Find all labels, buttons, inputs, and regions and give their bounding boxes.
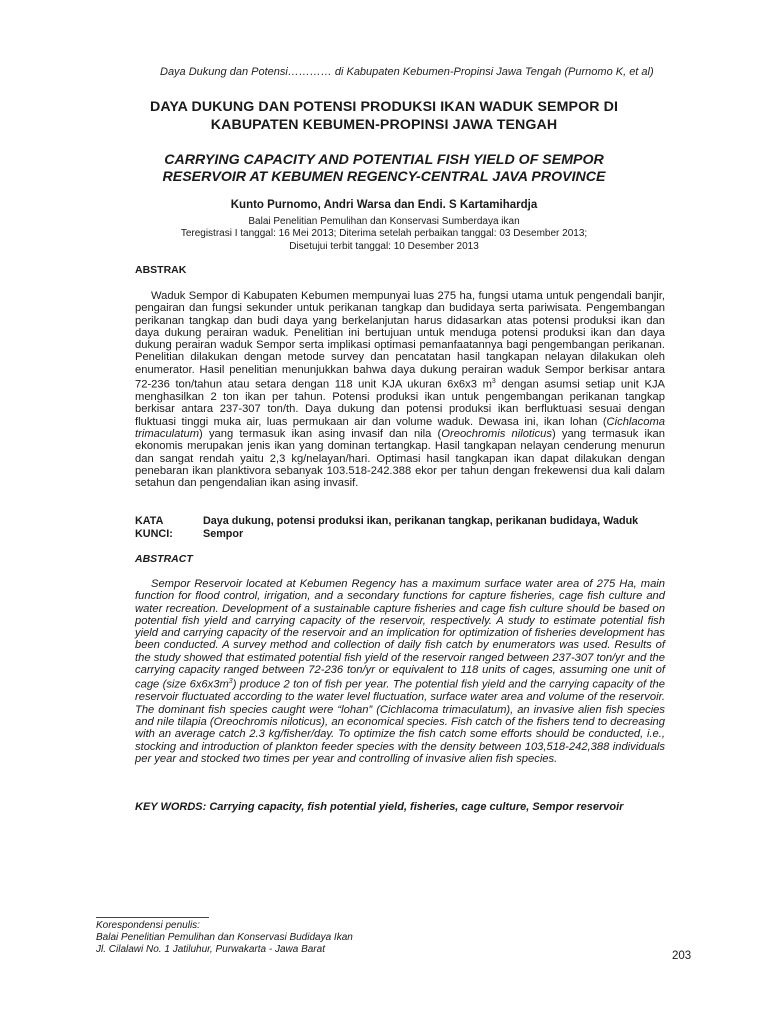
running-head: Daya Dukung dan Potensi………… di Kabupaten Kebumen-Propinsi Jawa Tengah (Purnomo K, et al) (160, 66, 654, 78)
abstrak-heading: ABSTRAK (135, 264, 187, 276)
submission-dates (100, 228, 668, 253)
correspondence-footnote (96, 920, 496, 956)
footnote-divider (96, 917, 209, 918)
title-english-line: RESERVOIR AT KEBUMEN REGENCY-CENTRAL JAVA PROVINCE (162, 169, 606, 185)
abstrak-text: ) yang termasuk ikan ekonomis merupakan jenis ikan yang dominan tertangkap. Hasil tangkapan nelayan cenderung menurun dan sangat rendah yaitu 2,3 kg/nelayan/hari. Optimasi hasil tangkapan ikan dapat dilakukan dengan penebaran ikan planktivora sebanyak 103.518-242.388 ekor per tahun dengan frekewensi dua kali dalam setahun dan pengendalian ikan asing invasif. (135, 428, 665, 490)
kata-kunci (135, 515, 675, 541)
abstrak-body (135, 290, 665, 489)
title-indonesian-line: DAYA DUKUNG DAN POTENSI PRODUKSI IKAN WADUK SEMPOR DI (149, 99, 618, 115)
title-indonesian (100, 98, 668, 134)
title-english (100, 152, 668, 186)
authors: Kunto Purnomo, Andri Warsa dan Endi. S Kartamihardja (230, 199, 538, 211)
abstract-text: ) produce 2 ton of fish per year. The potential fish yield and the carrying capacity of the reservoir fluctuated according to the water level fluctuation, surface water area and volume of the reservoir. The dominant fish species caught were “lohan” (Cichlacoma trimaculatum), an invasive alien fish species and nile tilapia (Oreochromis niloticus), an economical species. Fish catch of the fishers tend to decreasing with an average catch 2.3 kg/fisher/day. To optimize the fish catch some efforts should be conducted, i.e., stocking and introduction of plankton feeder species with the density between 103,518-242,388 individuals per year and stocked two times per year and controlling of invasive alien fish species. (135, 679, 665, 765)
title-indonesian-line: KABUPATEN KEBUMEN-PROPINSI JAWA TENGAH (210, 117, 558, 133)
title-english-line: CARRYING CAPACITY AND POTENTIAL FISH YIELD OF SEMPOR (164, 152, 604, 168)
affiliation: Balai Penelitian Pemulihan dan Konservasi Sumberdaya ikan (248, 216, 520, 227)
dates-line: Teregistrasi I tanggal: 16 Mei 2013; Diterima setelah perbaikan tanggal: 03 Desember 2013; (180, 228, 588, 239)
abstrak-text: dengan asumsi setiap unit KJA menghasilkan 2 ton ikan per tahun. Potensi produksi ikan untuk pengembangan perikanan tangkap berkisar antara 237-307 ton/th. Daya dukung dan potensi produksi ikan berfluktuasi sesuai dengan fluktuasi tinggi muka air, luas permukaan air dan volume waduk. Dewasa ini, ikan lohan ( (135, 378, 665, 428)
key-words: KEY WORDS: Carrying capacity, fish potential yield, fisheries, cage culture, Sempor reservoir (135, 801, 624, 813)
footnote-line: Jl. Cilalawi No. 1 Jatiluhur, Purwakarta - Jawa Barat (96, 944, 325, 955)
dates-line: Disetujui terbit tanggal: 10 Desember 2013 (289, 240, 479, 252)
abstract-body (135, 578, 665, 765)
footnote-line: Korespondensi penulis: (96, 920, 200, 931)
page-number: 203 (672, 950, 692, 962)
scientific-name: Cichlacoma trimaculatum (135, 415, 665, 440)
abstract-text: Sempor Reservoir located at Kebumen Regency has a maximum surface water area of 275 Ha, main function for flood control, irrigation, and a secondary functions for capture fisheries, cage fish culture and water recreation. Development of a sustainable capture fisheries and cage fish culture should be based on potential fish yield and carrying capacity of the reservoir, respectively. A study to estimate potential fish yield and carrying capacity of the reservoir and an implication for optimization of fisheries development has been conducted. A survey method and collection of daily fish catch by enumerators was used. Results of the study showed that estimated potential fish yield of the reservoir ranged between 237-307 ton/yr and the carrying capacity ranged between 72-236 ton/yr or equivalent to 118 units of cages, assuming one unit of cage (size 6x6x3m (135, 578, 665, 692)
superscript: 3 (491, 378, 496, 386)
kata-kunci-label: KATA KUNCI: (135, 515, 173, 540)
footnote-line: Balai Penelitian Pemulihan dan Konservasi Budidaya Ikan (96, 932, 353, 943)
kata-kunci-value: Daya dukung, potensi produksi ikan, perikanan tangkap, perikanan budidaya, Waduk Sempor (203, 515, 639, 540)
scientific-name: Oreochromis niloticus (441, 428, 552, 440)
superscript: 3 (228, 678, 233, 686)
abstrak-text: Waduk Sempor di Kabupaten Kebumen mempunyai luas 275 ha, fungsi utama untuk pengendali banjir, pengairan dan fungsi sekunder untuk perikanan tangkap dan budidaya serta pariwisata. Pengembangan perikanan tangkap dan budi daya yang berkelanjutan harus didasarkan atas potensi produksi ikan dan daya dukung perairan waduk. Penelitian ini bertujuan untuk menduga potensi produksi ikan dan daya dukung perairan waduk Sempor serta implikasi optimasi pemanfaatannya bagi pengembangan perikanan. Penelitian dilakukan dengan metode survey dan pencatatan hasil tangkapan nelayan dilakukan oleh enumerator. Hasil penelitian menunjukkan bahwa daya dukung perairan waduk Sempor berkisar antara 72-236 ton/tahun atau setara dengan 118 unit KJA ukuran 6x6x3 m (135, 290, 665, 391)
abstract-heading: ABSTRACT (135, 553, 193, 565)
abstrak-text: ) yang termasuk ikan asing invasif dan nila ( (199, 428, 442, 440)
